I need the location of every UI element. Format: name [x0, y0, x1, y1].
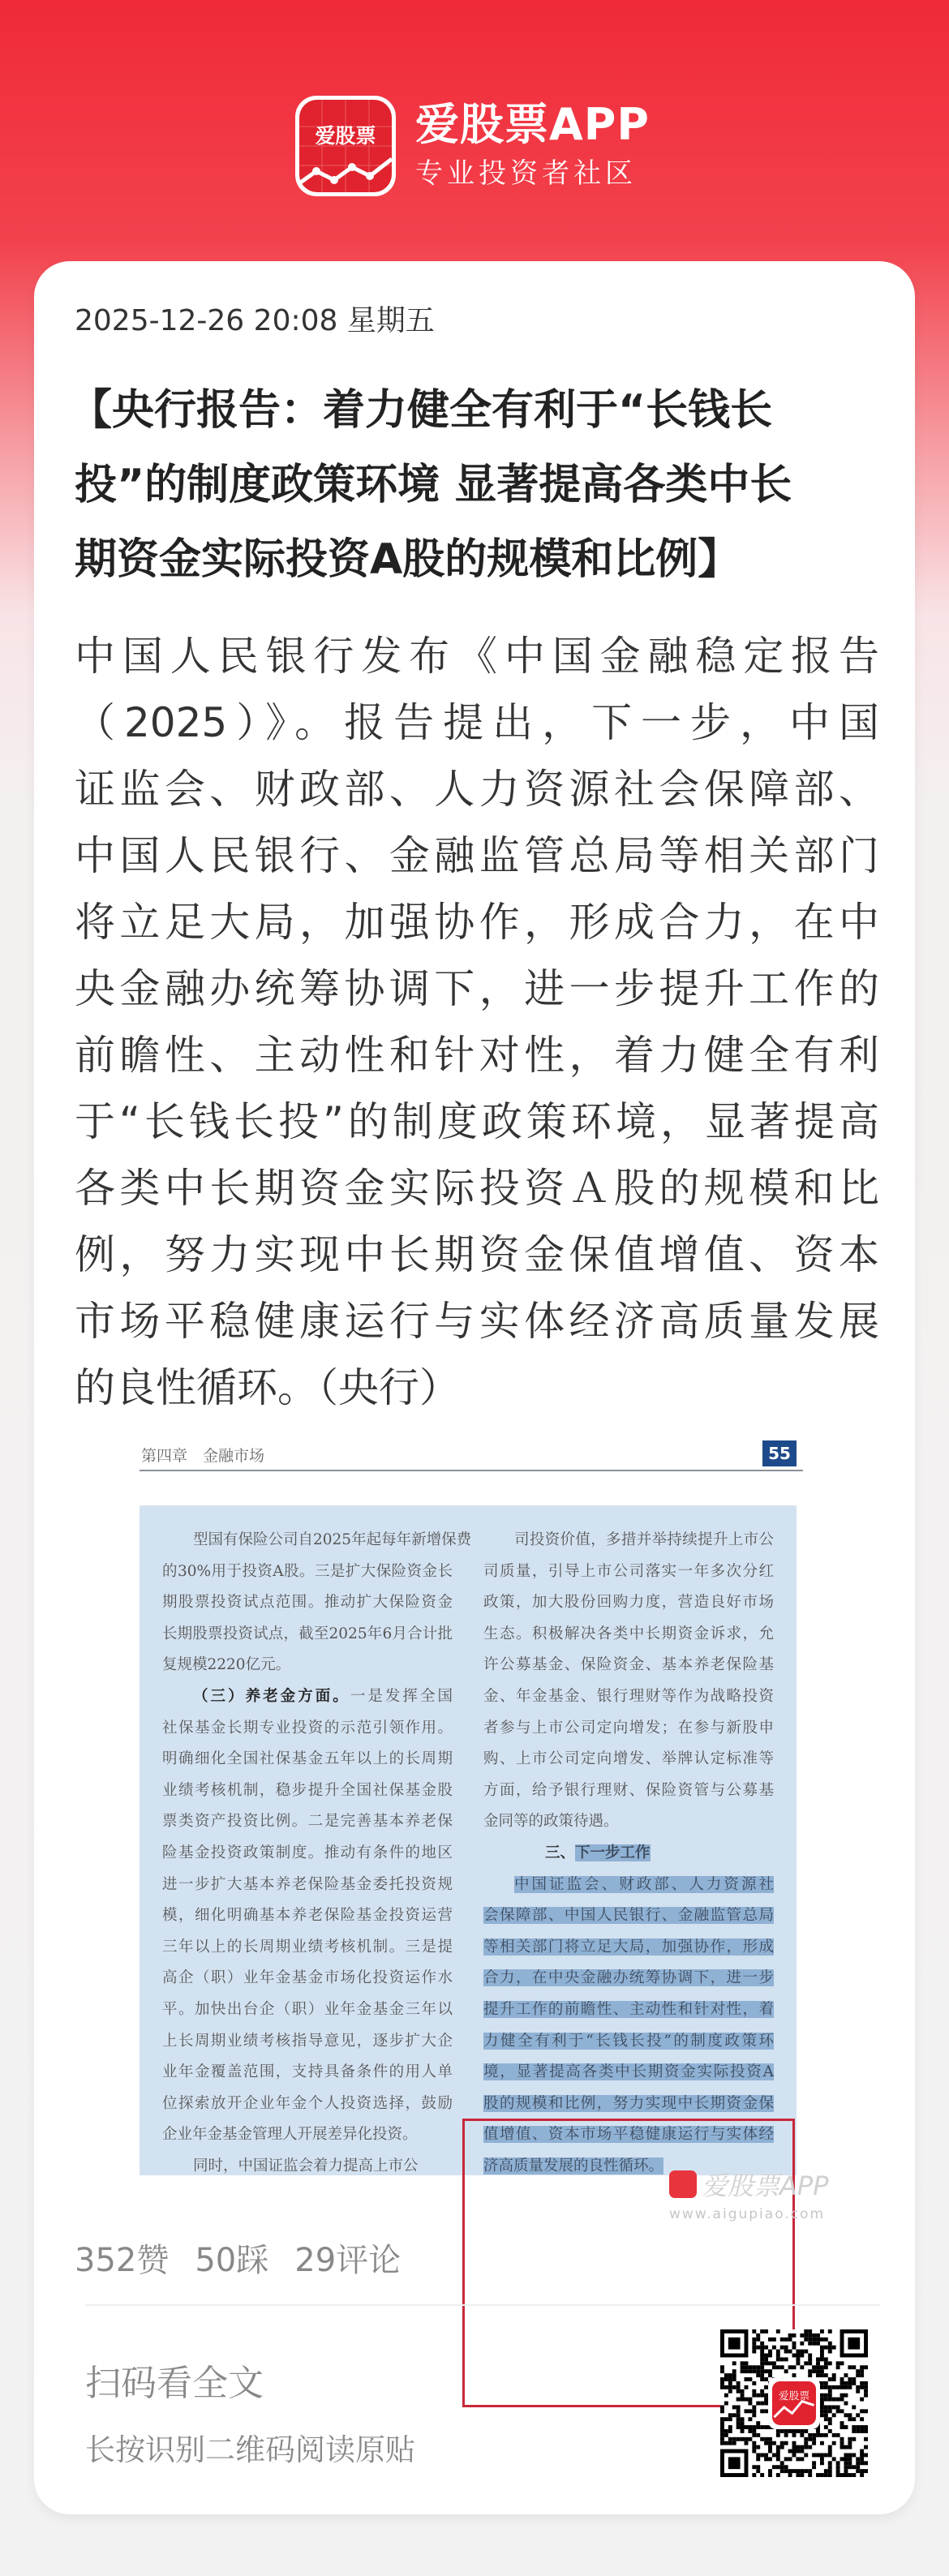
report-line-text: 业年金覆盖范围，支持具备条件的用人单: [162, 2063, 453, 2081]
report-line: [162, 1525, 472, 1556]
title-line: 【央行报告：着力健全有利于“长钱长: [70, 386, 773, 435]
report-line-text: 三年以上的长周期业绩考核机制。三是提: [162, 1938, 453, 1956]
report-line: [483, 1525, 774, 1556]
highlighted-text: 值增值、资本市场平稳健康运行与实体经: [483, 2126, 774, 2144]
body-line: 前瞻性、主动性和针对性，着力健全有利: [75, 1032, 879, 1079]
report-line-text: 政策，加大股份回购力度，营造良好市场: [483, 1594, 774, 1612]
report-line-text: 者参与上市公司定向增发；在参与新股申: [483, 1719, 774, 1737]
post-stats: [75, 2240, 401, 2281]
body-line: 例，努力实现中长期资金保值增值、资本: [75, 1231, 879, 1278]
report-line: [162, 1994, 453, 2026]
report-line: [162, 1556, 453, 1588]
watermark-logo-icon: [669, 2170, 697, 2198]
report-line: [162, 1650, 453, 1681]
report-line: [162, 1713, 453, 1745]
report-line-text: 票类资产投资比例。二是完善基本养老保: [162, 1813, 453, 1831]
post-title: [70, 373, 889, 597]
watermark-name: 爱股票APP: [702, 2170, 829, 2201]
post-body: [75, 623, 879, 1421]
report-line: [162, 1619, 453, 1651]
report-line: [483, 1556, 774, 1588]
like-count[interactable]: 352赞: [75, 2242, 170, 2279]
report-line-text: 位探索放开企业年金个人投资选择，鼓励: [162, 2094, 453, 2112]
highlighted-line: [483, 2089, 774, 2120]
watermark: [669, 2166, 829, 2222]
page-number: 55: [762, 1440, 797, 1466]
report-page-header: [140, 1442, 803, 1471]
report-line-text: 金、年金基金、银行理财等作为战略投资: [483, 1687, 774, 1705]
scan-hint: 长按识别二维码阅读原贴: [85, 2432, 415, 2467]
report-line: [162, 1587, 453, 1619]
report-line-text: 生态。积极解决各类中长期资金诉求，允: [483, 1625, 774, 1642]
report-line: [162, 1838, 453, 1870]
report-line: [483, 1587, 774, 1619]
app-icon: [294, 94, 397, 198]
report-line-text: 长期股票投资试点，截至2025年6月合计批: [162, 1625, 453, 1642]
report-line-text: 一是发挥全国: [350, 1687, 453, 1705]
report-section-heading: [483, 1838, 774, 1870]
report-line: [162, 1744, 453, 1775]
scan-title: 扫码看全文: [85, 2363, 264, 2404]
body-line: 市场平稳健康运行与实体经济高质量发展: [75, 1298, 879, 1345]
highlighted-line: [483, 2057, 774, 2089]
report-line-text: 司投资价值，多措并举持续提升上市公: [514, 1531, 774, 1548]
report-line-text: 购、上市公司定向增发、举牌认定标准等: [483, 1750, 774, 1768]
report-line: [162, 1806, 453, 1838]
report-line: [162, 2057, 453, 2089]
highlighted-text: 会保障部、中国人民银行、金融监管总局: [483, 1907, 774, 1925]
body-line: 央金融办统筹协调下，进一步提升工作的: [75, 965, 879, 1012]
body-line: 将立足大局，加强协作，形成合力，在中: [75, 899, 879, 946]
report-line-text: 方面，给予银行理财、保险资管与公募基: [483, 1781, 774, 1799]
svg-text:爱股票: 爱股票: [315, 124, 376, 148]
highlighted-line: [483, 2026, 774, 2058]
report-line-text: 司质量，引导上市公司落实一年多次分红: [483, 1562, 774, 1580]
highlighted-line: [483, 1963, 774, 1994]
highlighted-text: 合力，在中央金融办统筹协调下，进一步: [483, 1969, 774, 1987]
body-line: 于“长钱长投”的制度政策环境，显著提高: [75, 1098, 879, 1145]
report-line: [483, 1775, 774, 1807]
heading-text: 下一步工作: [575, 1844, 651, 1861]
highlighted-line: [483, 1870, 774, 1901]
report-line-text: 模，细化明确基本养老保险基金投资运营: [162, 1907, 453, 1925]
report-line-text: 期股票投资试点范围。推动扩大保险资金: [162, 1594, 453, 1612]
highlighted-line: [483, 1900, 774, 1932]
report-line: [162, 2026, 453, 2058]
report-line: [162, 1870, 453, 1901]
watermark-url: www.aigupiao.com: [669, 2206, 826, 2222]
body-line: 各类中长期资金实际投资Ａ股的规模和比: [75, 1165, 879, 1212]
report-line: [483, 1744, 774, 1775]
report-line: [483, 1681, 774, 1713]
report-line-text: 金同等的政策待遇。: [483, 1813, 619, 1831]
divider: [85, 2304, 880, 2306]
body-line: 证监会、财政部、人力资源社会保障部、: [75, 766, 879, 813]
report-page-image[interactable]: [140, 1429, 803, 2175]
report-line-text: 社保基金长期专业投资的示范引领作用。: [162, 1719, 453, 1737]
heading-prefix: 三、: [545, 1844, 576, 1861]
report-line: [483, 1619, 774, 1651]
highlighted-text: 提升工作的前瞻性、主动性和针对性，着: [483, 2000, 774, 2018]
report-line-text: 企业年金基金管理人开展差异化投资。: [162, 2126, 418, 2144]
app-name: 爱股票APP: [415, 99, 650, 150]
report-line-text: 险基金投资政策制度。推动有条件的地区: [162, 1844, 453, 1861]
highlighted-line: [483, 1932, 774, 1964]
app-slogan: 专业投资者社区: [415, 157, 637, 190]
title-line: 期资金实际投资A股的规模和比例】: [75, 535, 741, 584]
report-line-text: 复规模2220亿元。: [162, 1656, 291, 1674]
report-line: [162, 1900, 453, 1932]
title-line: 投”的制度政策环境 显著提高各类中长: [75, 461, 792, 509]
report-line-text: 型国有保险公司自2025年起每年新增保费: [193, 1531, 472, 1548]
report-line-text: 同时，中国证监会着力提高上市公: [193, 2157, 419, 2175]
qr-logo-text: 爱股票: [778, 2390, 810, 2403]
report-line: [162, 1963, 453, 1994]
report-line-text: 许公募基金、保险资金、基本养老保险基: [483, 1656, 774, 1674]
report-line: [162, 2119, 453, 2151]
post-datetime: 2025-12-26 20:08 星期五: [75, 304, 435, 337]
highlighted-text: 等相关部门将立足大局，加强协作，形成: [483, 1938, 774, 1956]
report-right-column: [483, 1525, 774, 2182]
report-line: [483, 1806, 774, 1838]
body-line: 中国人民银行、金融监管总局等相关部门: [75, 832, 879, 879]
highlighted-text: 境，显著提高各类中长期资金实际投资A: [483, 2063, 774, 2081]
report-line: [483, 1650, 774, 1681]
dislike-count[interactable]: 50踩: [195, 2242, 269, 2279]
report-line-text: 进一步扩大基本养老保险基金委托投资规: [162, 1875, 453, 1893]
report-line: [162, 1932, 453, 1964]
report-line-text: 平。加快出台企（职）业年金基金三年以: [162, 2000, 453, 2018]
body-line: 中国人民银行发布《中国金融稳定报告: [75, 633, 879, 680]
report-line: [483, 1713, 774, 1745]
highlighted-text: 中国证监会、财政部、人力资源社: [514, 1875, 774, 1893]
highlighted-text: 股的规模和比例，努力实现中长期资金保: [483, 2094, 774, 2112]
highlighted-text: 济高质量发展的良性循环。: [483, 2157, 664, 2175]
highlighted-text: 力健全有利于“长钱长投”的制度政策环: [483, 2032, 774, 2050]
body-line: （2025）》。报告提出，下一步，中国: [75, 699, 879, 746]
report-left-column: [162, 1525, 472, 2182]
report-line: [162, 1681, 453, 1713]
report-line-text: 高企（职）业年金基金市场化投资运作水: [162, 1969, 453, 1987]
report-line: [162, 1775, 453, 1807]
report-line-text: 的30%用于投资A股。三是扩大保险资金长: [162, 1562, 453, 1580]
report-subheading: （三）养老金方面。: [193, 1687, 350, 1705]
report-line-text: 明确细化全国社保基金五年以上的长周期: [162, 1750, 453, 1768]
comment-count[interactable]: 29评论: [294, 2242, 402, 2279]
brand-logo: [294, 94, 650, 198]
body-line: 的良性循环。（央行）: [75, 1364, 460, 1411]
chapter-label: 第四章 金融市场: [141, 1447, 265, 1465]
report-line: [162, 2151, 453, 2183]
qr-code[interactable]: [720, 2329, 868, 2477]
report-line-text: 业绩考核机制，稳步提升全国社保基金股: [162, 1781, 453, 1799]
report-line: [162, 2089, 453, 2120]
highlighted-line: [483, 1994, 774, 2026]
report-line-text: 上长周期业绩考核指导意见，逐步扩大企: [162, 2032, 453, 2050]
